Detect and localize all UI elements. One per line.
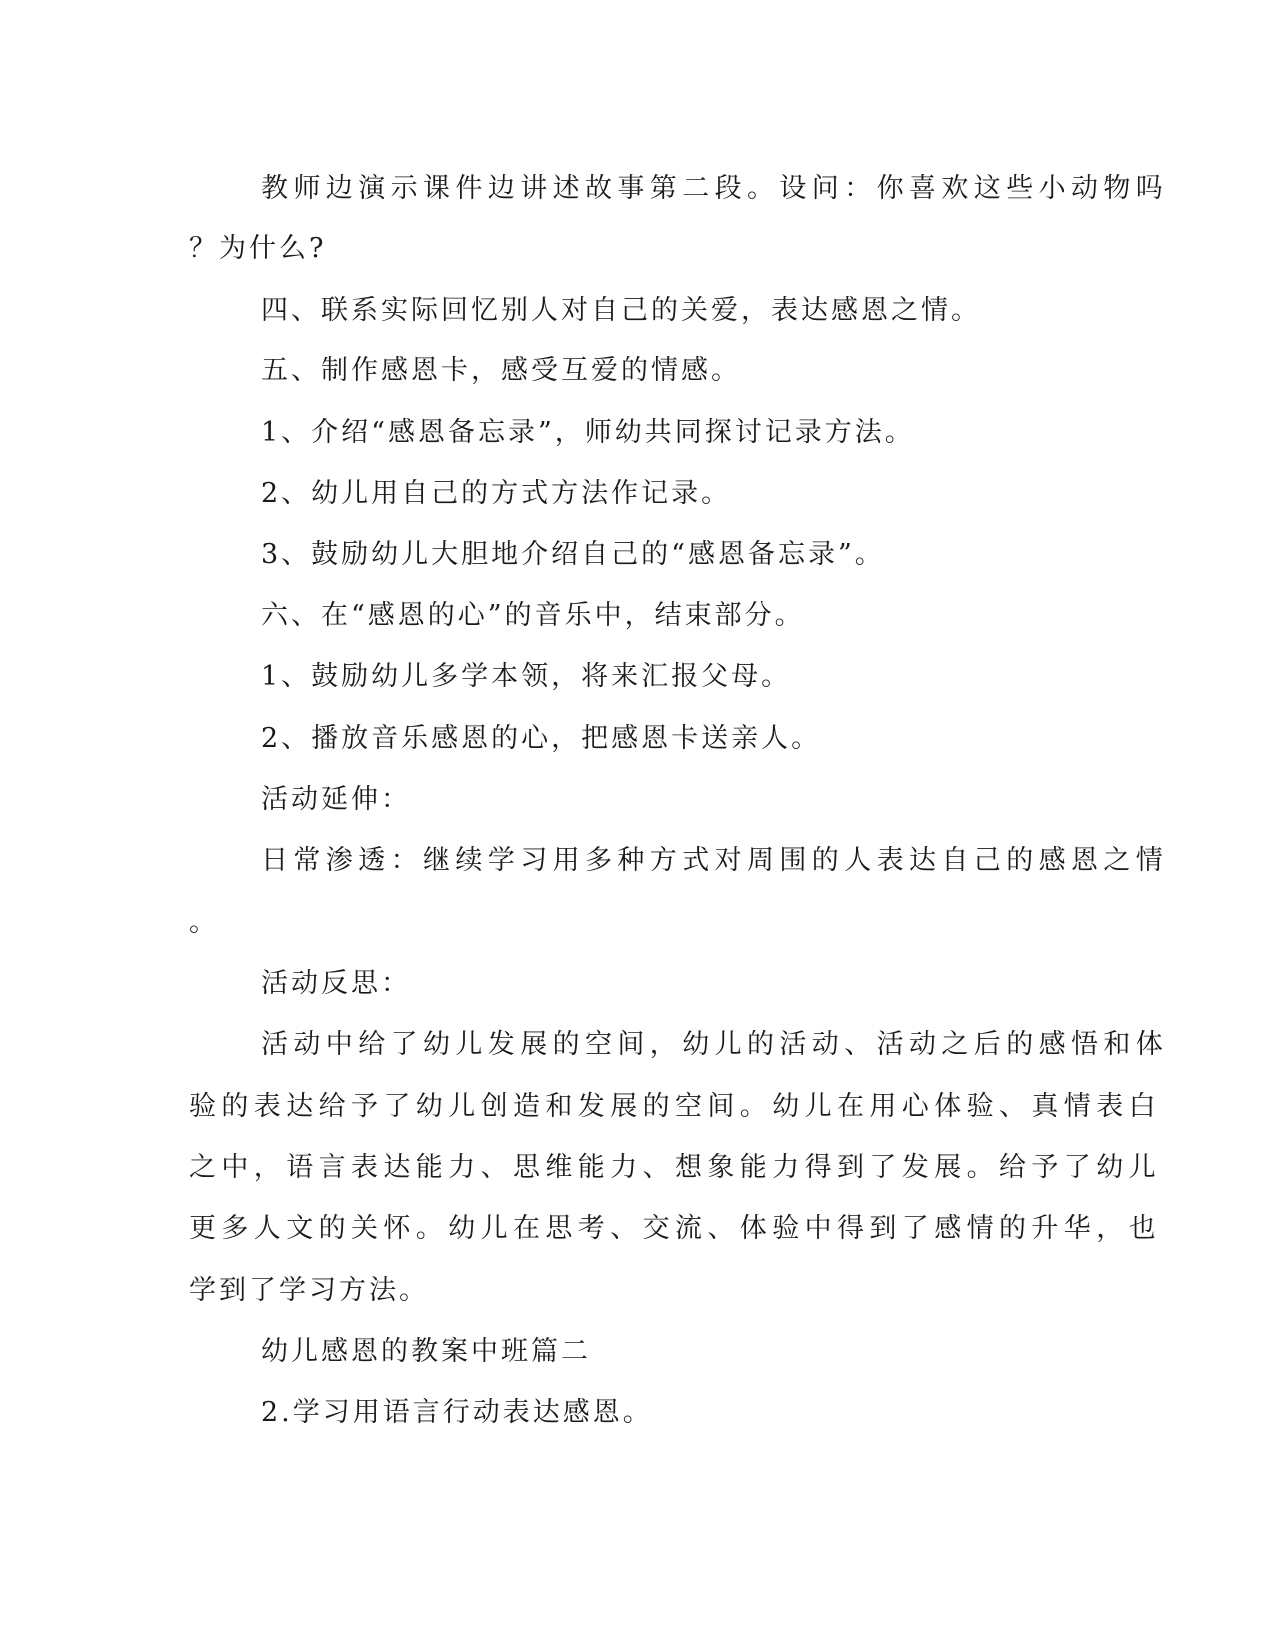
reflection-line-4: 更多人文的关怀。幼儿在思考、交流、体验中得到了感情的升华，也 [189,1213,1161,1244]
list-item: 3、鼓励幼儿大胆地介绍自己的“感恩备忘录”。 [261,539,885,570]
activity-reflection-heading: 活动反思： [261,968,411,999]
list-item: 2、播放音乐感恩的心，把感恩卡送亲人。 [261,723,822,754]
list-item: 2、幼儿用自己的方式方法作记录。 [261,478,732,509]
reflection-line-5: 学到了学习方法。 [189,1275,429,1306]
reflection-line-3: 之中，语言表达能力、思维能力、想象能力得到了发展。给予了幼儿 [189,1152,1161,1183]
lesson-plan-two-heading: 幼儿感恩的教案中班篇二 [261,1336,591,1367]
section-four-heading: 四、联系实际回忆别人对自己的关爱，表达感恩之情。 [261,295,981,326]
reflection-line-1: 活动中给了幼儿发展的空间，幼儿的活动、活动之后的感悟和体 [261,1029,1169,1060]
activity-extension-heading: 活动延伸： [261,784,411,815]
section-five-heading: 五、制作感恩卡，感受互爱的情感。 [261,355,741,386]
daily-practice-line-1: 日常渗透：继续学习用多种方式对周围的人表达自己的感恩之情 [261,845,1169,876]
paragraph-story-line-2: ？为什么? [189,233,327,264]
paragraph-story-line-1: 教师边演示课件边讲述故事第二段。设问：你喜欢这些小动物吗 [261,173,1169,204]
daily-practice-line-2: 。 [189,907,219,938]
goal-item: 2.学习用语言行动表达感恩。 [261,1397,653,1428]
reflection-line-2: 验的表达给予了幼儿创造和发展的空间。幼儿在用心体验、真情表白 [189,1091,1161,1122]
section-six-heading: 六、在“感恩的心”的音乐中，结束部分。 [261,600,805,631]
list-item: 1、介绍“感恩备忘录”，师幼共同探讨记录方法。 [261,417,915,448]
list-item: 1、鼓励幼儿多学本领，将来汇报父母。 [261,661,792,692]
